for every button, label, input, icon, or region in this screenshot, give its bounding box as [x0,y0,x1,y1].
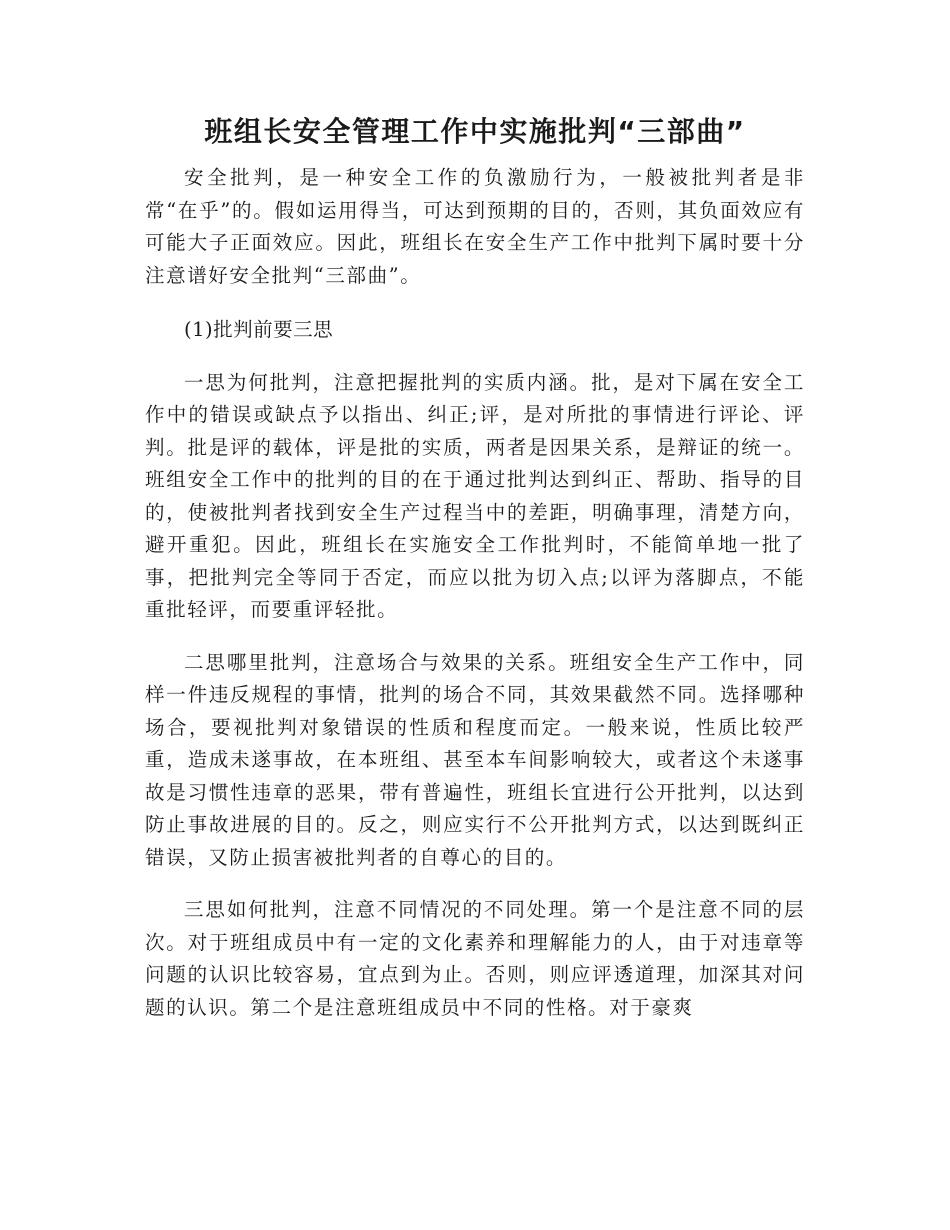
paragraph-first-thought: 一思为何批判，注意把握批判的实质内涵。批，是对下属在安全工作中的错误或缺点予以指出、纠正;评，是对所批的事情进行评论、评判。批是评的载体，评是批的实质，两者是因果关系，是辩证的统一。班组安全工作中的批判的目的在于通过批判达到纠正、帮助、指导的目的，使被批判者找到安全生产过程当中的差距，明确事理，清楚方向，避开重犯。因此，班组长在实施安全工作批判时，不能简单地一批了事，把批判完全等同于否定，而应以批为切入点;以评为落脚点，不能重批轻评，而要重评轻批。 [145,370,805,621]
paragraph-second-thought: 二思哪里批判，注意场合与效果的关系。班组安全生产工作中，同样一件违反规程的事情，批判的场合不同，其效果截然不同。选择哪种场合，要视批判对象错误的性质和程度而定。一般来说，性质比较严重，造成未遂事故，在本班组、甚至本车间影响较大，或者这个未遂事故是习惯性违章的恶果，带有普遍性，班组长宜进行公开批判，以达到防止事故进展的目的。反之，则应实行不公开批判方式，以达到既纠正错误，又防止损害被批判者的自尊心的目的。 [145,650,805,869]
paragraph-third-thought: 三思如何批判，注意不同情况的不同处理。第一个是注意不同的层次。对于班组成员中有一定的文化素养和理解能力的人，由于对违章等问题的认识比较容易，宜点到为止。否则，则应评透道理，加深其对问题的认识。第二个是注意班组成员中不同的性格。对于豪爽 [145,898,805,1019]
section-heading-1: (1)批判前要三思 [184,318,334,341]
document-title: 班组长安全管理工作中实施批判“三部曲” [204,115,746,148]
intro-paragraph: 安全批判，是一种安全工作的负激励行为，一般被批判者是非常“在乎”的。假如运用得当，可达到预期的目的，否则，其负面效应有可能大子正面效应。因此，班组长在安全生产工作中批判下属时要十分注意谱好安全批判“三部曲”。 [145,166,805,287]
